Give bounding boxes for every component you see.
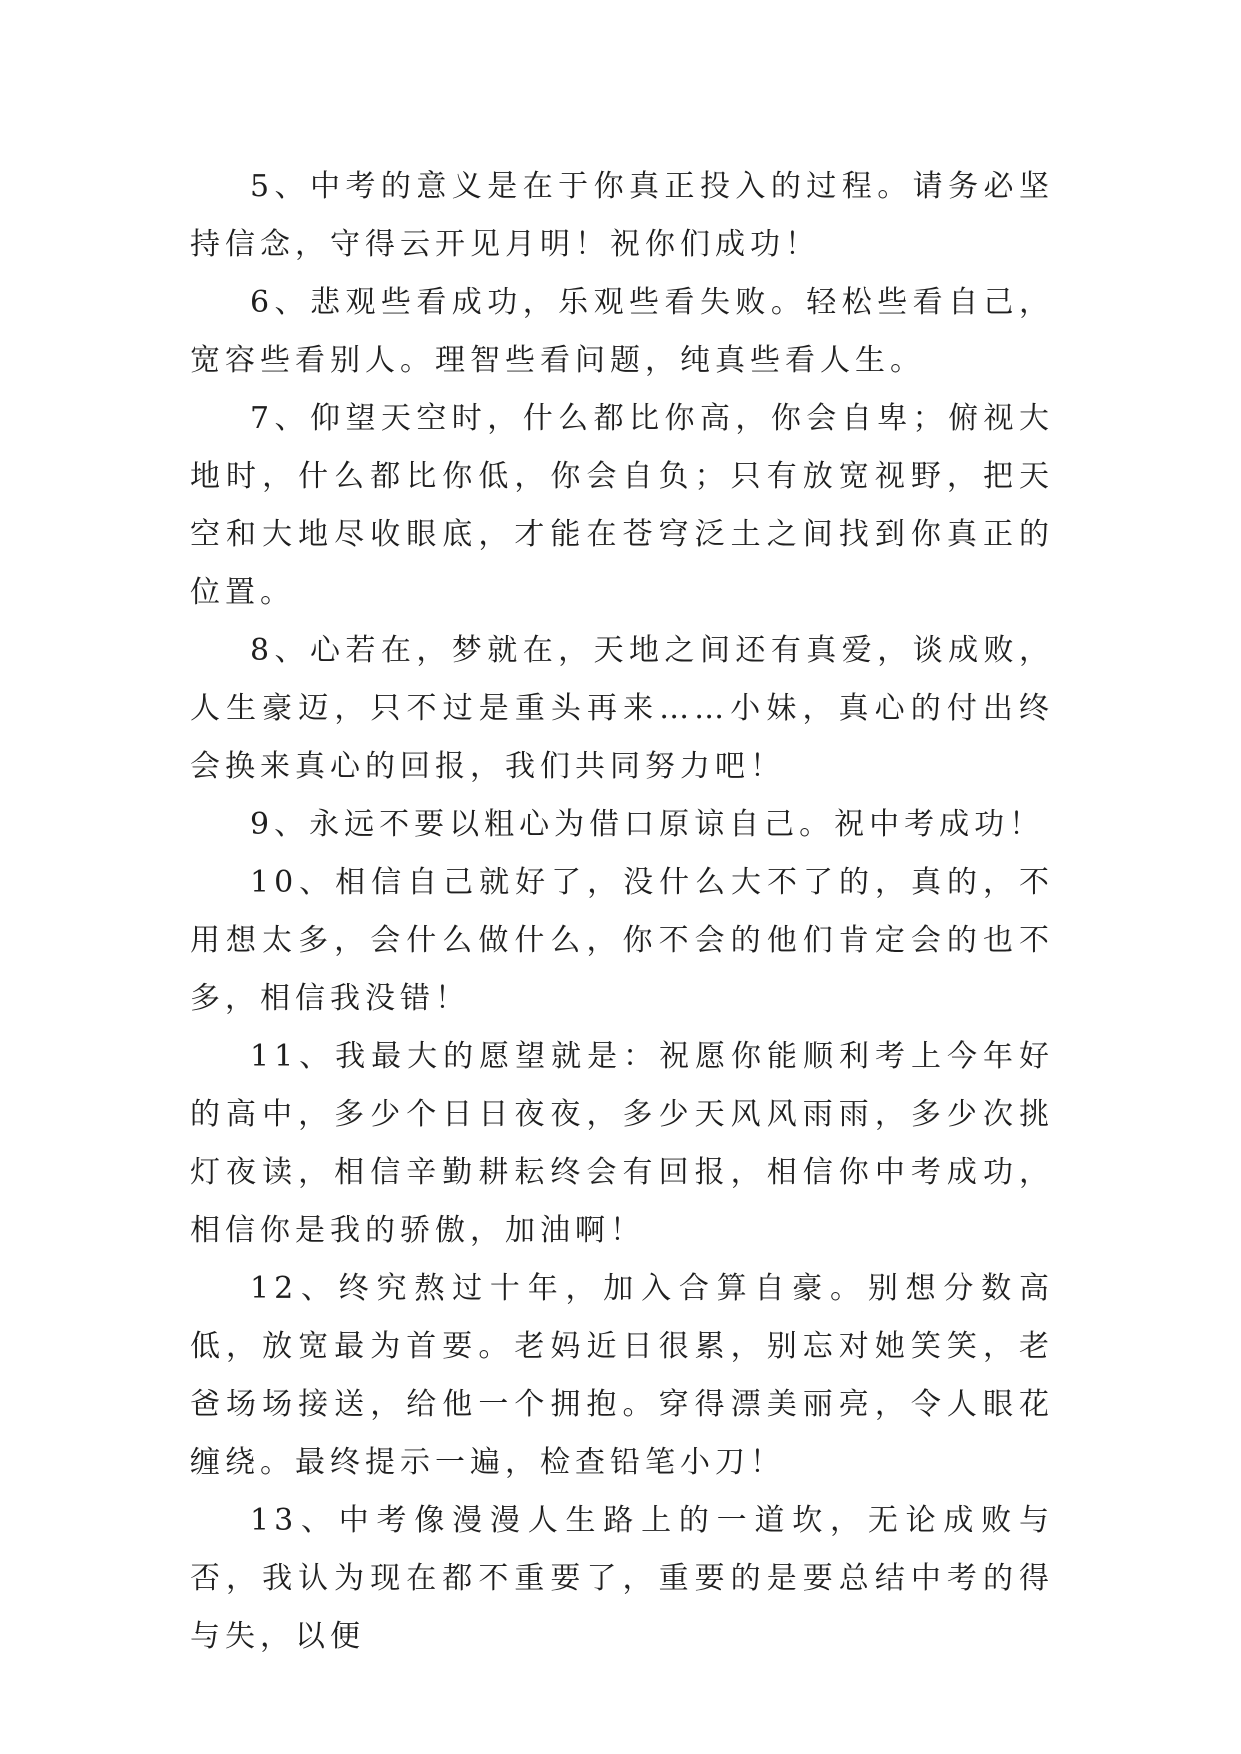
document-body <box>190 158 1054 1666</box>
paragraph-6: 6、悲观些看成功，乐观些看失败。轻松些看自己，宽容些看别人。理智些看问题，纯真些看人生。 <box>190 285 1054 378</box>
paragraph-8: 8、心若在，梦就在，天地之间还有真爱，谈成败，人生豪迈，只不过是重头再来……小妹，真心的付出终会换来真心的回报，我们共同努力吧！ <box>190 633 1054 784</box>
paragraph-7: 7、仰望天空时，什么都比你高，你会自卑；俯视大地时，什么都比你低，你会自负；只有放宽视野，把天空和大地尽收眼底，才能在苍穹泛土之间找到你真正的位置。 <box>190 401 1054 610</box>
paragraph-12: 12、终究熬过十年，加入合算自豪。别想分数高低，放宽最为首要。老妈近日很累，别忘对她笑笑，老爸场场接送，给他一个拥抱。穿得漂美丽亮，令人眼花缠绕。最终提示一遍，检查铅笔小刀！ <box>190 1271 1054 1480</box>
paragraph-13: 13、中考像漫漫人生路上的一道坎，无论成败与否，我认为现在都不重要了，重要的是要总结中考的得与失，以便 <box>190 1503 1054 1654</box>
paragraph-10: 10、相信自己就好了，没什么大不了的，真的，不用想太多，会什么做什么，你不会的他们肯定会的也不多，相信我没错！ <box>190 865 1054 1016</box>
paragraph-11: 11、我最大的愿望就是：祝愿你能顺利考上今年好的高中，多少个日日夜夜，多少天风风雨雨，多少次挑灯夜读，相信辛勤耕耘终会有回报，相信你中考成功，相信你是我的骄傲，加油啊！ <box>190 1039 1054 1248</box>
paragraph-5: 5、中考的意义是在于你真正投入的过程。请务必坚持信念，守得云开见月明！祝你们成功！ <box>190 169 1054 262</box>
paragraph-9: 9、永远不要以粗心为借口原谅自己。祝中考成功！ <box>250 807 1045 842</box>
